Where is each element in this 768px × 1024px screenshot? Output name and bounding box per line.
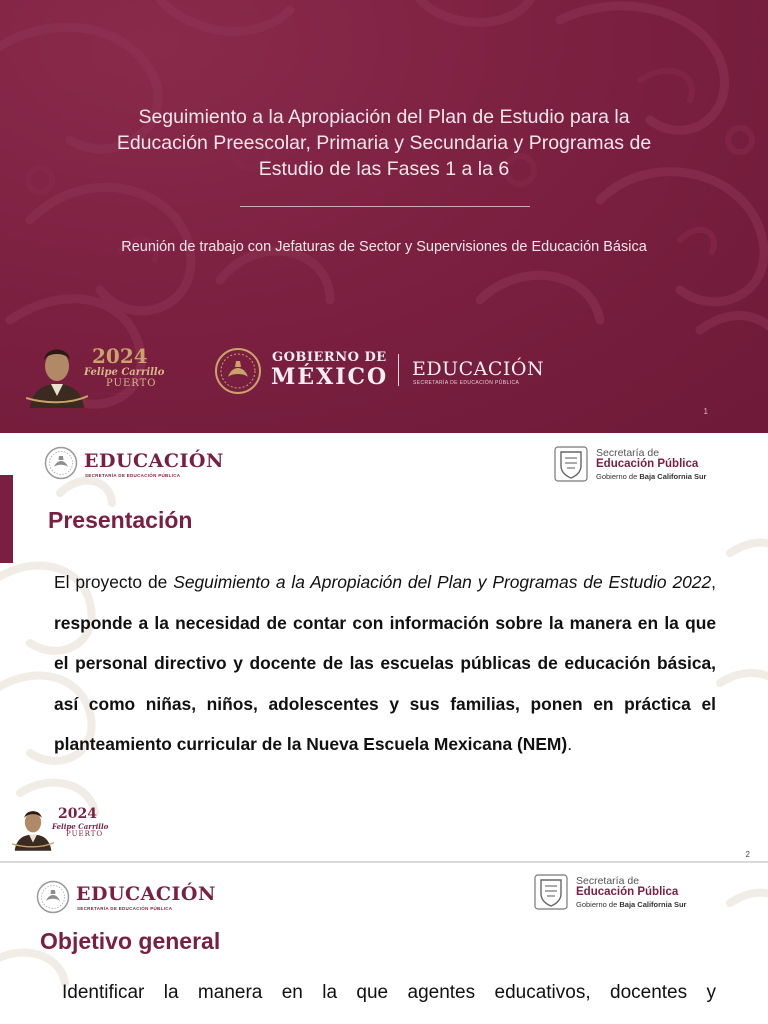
- felipe-carrillo-puerto-logo: [26, 338, 176, 408]
- project-name: Seguimiento a la Apropiación del Plan y Programas de Estudio 2022: [173, 572, 712, 592]
- title-divider: [240, 206, 530, 207]
- title-slide: [0, 0, 768, 433]
- sep-line1: Secretaría de: [596, 447, 660, 459]
- fcp-year: 2024: [92, 344, 148, 368]
- presentation-slide: [0, 433, 768, 863]
- fcp-name-line2: PUERTO: [66, 830, 104, 838]
- accent-bar: [0, 475, 13, 563]
- national-seal-icon: [36, 880, 70, 914]
- sep-line2: Educación Pública: [596, 458, 699, 470]
- fcp-name-line2: PUERTO: [106, 378, 157, 389]
- educacion-subtitle: SECRETARÍA DE EDUCACIÓN PÚBLICA: [413, 380, 520, 386]
- state-shield-icon: [534, 874, 568, 910]
- slide-title: [60, 104, 708, 182]
- slide-heading: Objetivo general: [40, 928, 221, 954]
- educacion-title: EDUCACIÓN: [412, 358, 545, 380]
- fcp-year: 2024: [58, 806, 97, 822]
- educacion-subtitle: SECRETARÍA DE EDUCACIÓN PÚBLICA: [77, 906, 173, 911]
- sep-bcs-logo: [554, 446, 714, 486]
- bold-statement: responde a la necesidad de contar con información sobre la manera en la que el personal directivo y docente de las escuelas públicas de educación básica, así como niñas, niños, adolescentes y sus familias, ponen en práctica el planteamiento curricular de la Nueva Escuela Mexicana (NEM): [54, 612, 716, 754]
- title-line: Educación Preescolar, Primaria y Secundaria y Programas de: [116, 132, 652, 154]
- slide-heading: Presentación: [48, 507, 193, 533]
- educacion-logo: [44, 446, 224, 486]
- fcp-fineprint: · · · · · · · · · · · · · · · · · · · · ·: [90, 391, 128, 395]
- sep-line3: Gobierno de Baja California Sur: [596, 472, 707, 481]
- objective-slide: [0, 863, 768, 1024]
- educacion-title: EDUCACIÓN: [84, 450, 224, 472]
- felipe-carrillo-puerto-logo: [12, 803, 112, 851]
- sep-line1: Secretaría de: [576, 875, 640, 887]
- logo-divider: [398, 354, 399, 386]
- presentation-paragraph: El proyecto de Seguimiento a la Apropiación del Plan y Programas de Estudio 2022, responde a la necesidad de contar con información sobre la manera en la que el personal directivo y docente de las escuelas públicas de educación básica, así como niñas, niños, adolescentes y sus familias, ponen en práctica el planteamiento curricular de la Nueva Escuela Mexicana (NEM).: [54, 572, 716, 754]
- state-shield-icon: [554, 446, 588, 482]
- gobierno-line1: GOBIERNO DE: [272, 350, 387, 365]
- title-line: Seguimiento a la Apropiación del Plan de Estudio para la: [138, 106, 630, 128]
- page-number: 1: [703, 407, 708, 416]
- objective-line: Identificar la manera en la que agentes educativos, docentes y: [62, 982, 716, 1003]
- slide-subtitle: Reunión de trabajo con Jefaturas de Sector y Supervisiones de Educación Básica: [121, 239, 647, 255]
- title-line: Estudio de las Fases 1 a la 6: [258, 158, 510, 180]
- fcp-name-line1: Felipe Carrillo: [52, 822, 109, 831]
- sep-line2: Educación Pública: [576, 886, 679, 898]
- national-seal-icon: [44, 446, 78, 480]
- objective-paragraph: [62, 981, 716, 1005]
- portrait-icon: [12, 803, 54, 851]
- gobierno-line2: MÉXICO: [271, 364, 389, 390]
- educacion-subtitle: SECRETARÍA DE EDUCACIÓN PÚBLICA: [85, 473, 181, 478]
- portrait-icon: [26, 338, 88, 408]
- page-number: 2: [745, 850, 750, 859]
- national-seal-icon: [214, 347, 262, 395]
- educacion-logo: [36, 880, 216, 920]
- educacion-title: EDUCACIÓN: [76, 883, 216, 905]
- sep-line3: Gobierno de Baja California Sur: [576, 900, 687, 909]
- fcp-name-line1: Felipe Carrillo: [84, 367, 165, 378]
- sep-bcs-logo: [534, 874, 694, 914]
